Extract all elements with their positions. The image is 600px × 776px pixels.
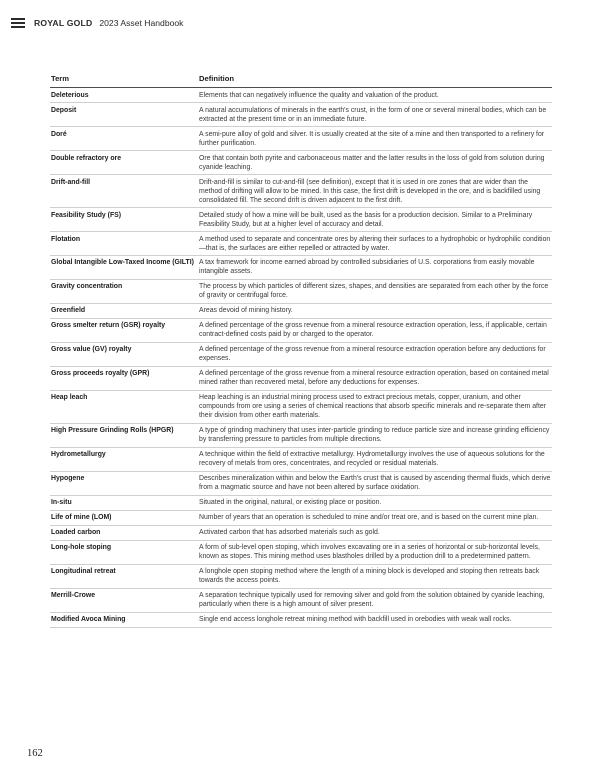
term-cell: Life of mine (LOM) bbox=[50, 510, 198, 525]
table-row bbox=[50, 495, 552, 510]
definition-cell: The process by which particles of different sizes, shapes, and densities are separated from each other by the force of gravity or centrifugal force. bbox=[198, 279, 552, 303]
table-header-row bbox=[50, 72, 552, 88]
term-cell: Drift-and-fill bbox=[50, 174, 198, 207]
term-cell: Feasibility Study (FS) bbox=[50, 207, 198, 231]
brand-name: ROYAL GOLD bbox=[34, 18, 93, 28]
table-row bbox=[50, 150, 552, 174]
table-row bbox=[50, 540, 552, 564]
definition-cell: Ore that contain both pyrite and carbonaceous matter and the latter results in the loss of gold from solution during cyanide leaching. bbox=[198, 150, 552, 174]
term-cell: Gross smelter return (GSR) royalty bbox=[50, 318, 198, 342]
table-row bbox=[50, 303, 552, 318]
table-row bbox=[50, 423, 552, 447]
term-cell: Long-hole stoping bbox=[50, 540, 198, 564]
definition-cell: A defined percentage of the gross revenue from a mineral resource extraction operation, based on contained metal mined rather than recovered metal, before any deductions for expenses. bbox=[198, 366, 552, 390]
column-header-definition: Definition bbox=[198, 72, 552, 88]
term-cell: Gross value (GV) royalty bbox=[50, 342, 198, 366]
page-header bbox=[11, 16, 183, 30]
term-cell: Heap leach bbox=[50, 390, 198, 423]
definition-cell: Heap leaching is an industrial mining process used to extract precious metals, copper, uranium, and other compounds from ore using a series of chemical reactions that absorb specific minerals and re-separate them after their division from other earth materials. bbox=[198, 390, 552, 423]
definition-cell: Drift-and-fill is similar to cut-and-fill (see definition), except that it is used in ore zones that are wider than the method of drifting will allow to be mined. In this case, the first drift is developed in the ore, and is backfilled using consolidated fill. The second drift is driven adjacent to the first drift. bbox=[198, 174, 552, 207]
definition-cell: A form of sub-level open stoping, which involves excavating ore in a series of horizontal or sub-horizontal levels, known as stopes. This mining method uses blastholes drilled by a production drill to a predetermined pattern. bbox=[198, 540, 552, 564]
definition-cell: Activated carbon that has adsorbed materials such as gold. bbox=[198, 525, 552, 540]
table-row bbox=[50, 447, 552, 471]
table-row bbox=[50, 174, 552, 207]
table-row bbox=[50, 207, 552, 231]
table-row bbox=[50, 564, 552, 588]
term-cell: Gravity concentration bbox=[50, 279, 198, 303]
table-row bbox=[50, 612, 552, 627]
table-row bbox=[50, 588, 552, 612]
term-cell: In-situ bbox=[50, 495, 198, 510]
table-row bbox=[50, 318, 552, 342]
table-row bbox=[50, 279, 552, 303]
table-row bbox=[50, 102, 552, 126]
definition-cell: Describes mineralization within and below the Earth's crust that is caused by ascending thermal fluids, which derive from a magmatic source and have not been altered by surface oxidation. bbox=[198, 471, 552, 495]
table-row bbox=[50, 510, 552, 525]
term-cell: Gross proceeds royalty (GPR) bbox=[50, 366, 198, 390]
hamburger-menu-icon[interactable] bbox=[11, 18, 25, 28]
definition-cell: A semi-pure alloy of gold and silver. It is usually created at the site of a mine and then transported to a refinery for further purification. bbox=[198, 126, 552, 150]
term-cell: Deleterious bbox=[50, 88, 198, 103]
column-header-term: Term bbox=[50, 72, 198, 88]
term-cell: Doré bbox=[50, 126, 198, 150]
glossary-body bbox=[50, 88, 552, 628]
table-row bbox=[50, 366, 552, 390]
term-cell: Global Intangible Low-Taxed Income (GILTI) bbox=[50, 255, 198, 279]
term-cell: Modified Avoca Mining bbox=[50, 612, 198, 627]
table-row bbox=[50, 255, 552, 279]
term-cell: Double refractory ore bbox=[50, 150, 198, 174]
table-row bbox=[50, 88, 552, 103]
term-cell: Hydrometallurgy bbox=[50, 447, 198, 471]
definition-cell: Number of years that an operation is scheduled to mine and/or treat ore, and is based on the current mine plan. bbox=[198, 510, 552, 525]
definition-cell: Areas devoid of mining history. bbox=[198, 303, 552, 318]
definition-cell: A defined percentage of the gross revenue from a mineral resource extraction operation, less, if applicable, certain contract-defined costs paid by or charged to the operator. bbox=[198, 318, 552, 342]
table-row bbox=[50, 231, 552, 255]
document-title: 2023 Asset Handbook bbox=[99, 18, 184, 28]
term-cell: Flotation bbox=[50, 231, 198, 255]
term-cell: Longitudinal retreat bbox=[50, 564, 198, 588]
term-cell: Greenfield bbox=[50, 303, 198, 318]
table-row bbox=[50, 342, 552, 366]
definition-cell: A longhole open stoping method where the length of a mining block is developed and stoping then retreats back towards the access points. bbox=[198, 564, 552, 588]
term-cell: Loaded carbon bbox=[50, 525, 198, 540]
definition-cell: Single end access longhole retreat mining method with backfill used in orebodies with weak wall rocks. bbox=[198, 612, 552, 627]
term-cell: Hypogene bbox=[50, 471, 198, 495]
table-row bbox=[50, 126, 552, 150]
term-cell: Merrill-Crowe bbox=[50, 588, 198, 612]
definition-cell: Situated in the original, natural, or existing place or position. bbox=[198, 495, 552, 510]
glossary-table bbox=[50, 72, 552, 628]
definition-cell: A method used to separate and concentrate ores by altering their surfaces to a hydrophobic or hydrophilic condition—that is, the surfaces are either repelled or attracted by water. bbox=[198, 231, 552, 255]
definition-cell: A separation technique typically used for removing silver and gold from the solution obtained by cyanide leaching, particularly when there is a high amount of silver present. bbox=[198, 588, 552, 612]
table-row bbox=[50, 390, 552, 423]
definition-cell: Elements that can negatively influence the quality and valuation of the product. bbox=[198, 88, 552, 103]
term-cell: High Pressure Grinding Rolls (HPGR) bbox=[50, 423, 198, 447]
definition-cell: A tax framework for income earned abroad by controlled subsidiaries of U.S. corporations from easily movable intangible assets. bbox=[198, 255, 552, 279]
definition-cell: A technique within the field of extractive metallurgy. Hydrometallurgy involves the use of aqueous solutions for the recovery of metals from ores, concentrates, and recycled or residual materials. bbox=[198, 447, 552, 471]
table-row bbox=[50, 525, 552, 540]
definition-cell: A natural accumulations of minerals in the earth's crust, in the form of one or several mineral bodies, which can be extracted at the present time or in an immediate future. bbox=[198, 102, 552, 126]
definition-cell: Detailed study of how a mine will be built, used as the basis for a production decision. Similar to a Preliminary Feasibility Study, but at a higher level of accuracy and detail. bbox=[198, 207, 552, 231]
page-number: 162 bbox=[27, 748, 43, 759]
definition-cell: A type of grinding machinery that uses inter-particle grinding to reduce particle size and increase grinding efficiency by transferring pressure to particles from multiple directions. bbox=[198, 423, 552, 447]
term-cell: Deposit bbox=[50, 102, 198, 126]
table-row bbox=[50, 471, 552, 495]
definition-cell: A defined percentage of the gross revenue from a mineral resource extraction operation before any deductions for expenses. bbox=[198, 342, 552, 366]
